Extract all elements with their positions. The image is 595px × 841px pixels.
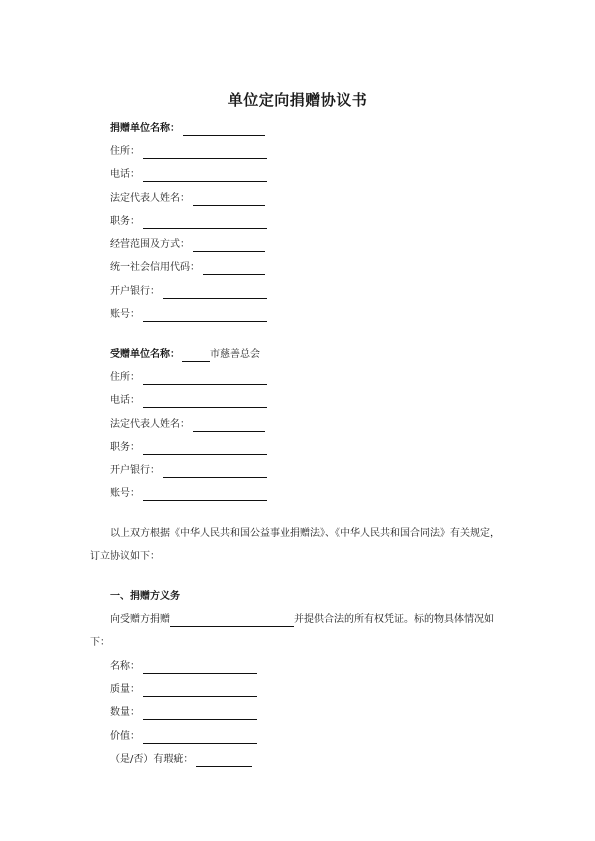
- donor-legal-rep-row: [110, 192, 265, 206]
- donor-position-label: 职务：: [110, 216, 140, 227]
- donor-address-blank[interactable]: [143, 147, 267, 159]
- section-1-heading: 一、捐赠方义务: [110, 591, 180, 602]
- donor-name-blank[interactable]: [183, 124, 265, 136]
- recipient-name-suffix: 市慈善总会: [210, 349, 260, 360]
- section-1-text-after: 并提供合法的所有权凭证。标的物具体情况如: [294, 614, 494, 625]
- section-1-text-before: 向受赠方捐赠: [110, 614, 170, 625]
- recipient-bank-label: 开户银行：: [110, 465, 160, 476]
- recipient-legal-rep-row: [110, 418, 265, 432]
- item-value-label: 价值：: [110, 731, 140, 742]
- recipient-position-row: [110, 441, 267, 455]
- item-defect-label: （是/否）有瑕疵：: [110, 754, 194, 765]
- recipient-address-label: 住所：: [110, 372, 140, 383]
- item-quantity-blank[interactable]: [143, 708, 257, 720]
- recipient-position-label: 职务：: [110, 442, 140, 453]
- recipient-address-blank[interactable]: [143, 373, 267, 385]
- recipient-account-row: [110, 487, 267, 501]
- item-quantity-label: 数量：: [110, 707, 140, 718]
- intro-line-2: 订立协议如下：: [90, 551, 160, 562]
- item-value-row: [110, 730, 257, 744]
- donor-business-scope-blank[interactable]: [193, 240, 265, 252]
- donor-legal-rep-blank[interactable]: [193, 194, 265, 206]
- item-defect-row: [110, 753, 252, 767]
- item-name-label: 名称：: [110, 661, 140, 672]
- recipient-position-blank[interactable]: [143, 443, 267, 455]
- item-quality-label: 质量：: [110, 684, 140, 695]
- recipient-phone-blank[interactable]: [143, 396, 267, 408]
- recipient-address-row: [110, 371, 267, 385]
- donor-bank-label: 开户银行：: [110, 286, 160, 297]
- recipient-bank-blank[interactable]: [163, 466, 267, 478]
- item-defect-blank[interactable]: [196, 755, 252, 767]
- recipient-phone-label: 电话：: [110, 395, 140, 406]
- donor-account-blank[interactable]: [143, 310, 267, 322]
- recipient-legal-rep-label: 法定代表人姓名：: [110, 419, 190, 430]
- item-quantity-row: [110, 706, 257, 720]
- recipient-account-label: 账号：: [110, 488, 140, 499]
- item-value-blank[interactable]: [143, 732, 257, 744]
- section-1-paragraph: [90, 613, 510, 650]
- donor-account-label: 账号：: [110, 309, 140, 320]
- item-name-row: [110, 660, 257, 674]
- recipient-account-blank[interactable]: [143, 489, 267, 501]
- donor-position-row: [110, 215, 267, 229]
- item-name-blank[interactable]: [143, 662, 257, 674]
- donor-bank-row: [110, 285, 267, 299]
- intro-line-1: 以上双方根据《中华人民共和国公益事业捐赠法》、《中华人民共和国合同法》有关规定，: [110, 528, 500, 539]
- recipient-phone-row: [110, 394, 267, 408]
- donor-business-scope-label: 经营范围及方式：: [110, 239, 190, 250]
- document-title: 单位定向捐赠协议书: [227, 91, 368, 109]
- donor-phone-row: [110, 168, 267, 182]
- section-1-text-line-2: 下：: [90, 637, 110, 648]
- recipient-legal-rep-blank[interactable]: [193, 420, 265, 432]
- donor-phone-blank[interactable]: [143, 170, 267, 182]
- donor-bank-blank[interactable]: [163, 287, 267, 299]
- donor-business-scope-row: [110, 238, 265, 252]
- recipient-name-row: [110, 348, 260, 362]
- donor-account-row: [110, 308, 267, 322]
- donor-credit-code-row: [110, 261, 265, 275]
- item-quality-blank[interactable]: [143, 685, 257, 697]
- donor-legal-rep-label: 法定代表人姓名：: [110, 193, 190, 204]
- intro-paragraph: [90, 527, 510, 564]
- donor-credit-code-label: 统一社会信用代码：: [110, 262, 200, 273]
- donor-phone-label: 电话：: [110, 169, 140, 180]
- recipient-name-label: 受赠单位名称：: [110, 349, 180, 360]
- donor-name-row: [110, 122, 265, 136]
- donation-item-blank[interactable]: [170, 615, 294, 627]
- recipient-bank-row: [110, 464, 267, 478]
- item-quality-row: [110, 683, 257, 697]
- recipient-name-blank[interactable]: [182, 350, 210, 362]
- donor-position-blank[interactable]: [143, 217, 267, 229]
- donor-address-label: 住所：: [110, 146, 140, 157]
- donor-name-label: 捐赠单位名称：: [110, 123, 180, 134]
- donor-credit-code-blank[interactable]: [203, 263, 265, 275]
- donor-address-row: [110, 145, 267, 159]
